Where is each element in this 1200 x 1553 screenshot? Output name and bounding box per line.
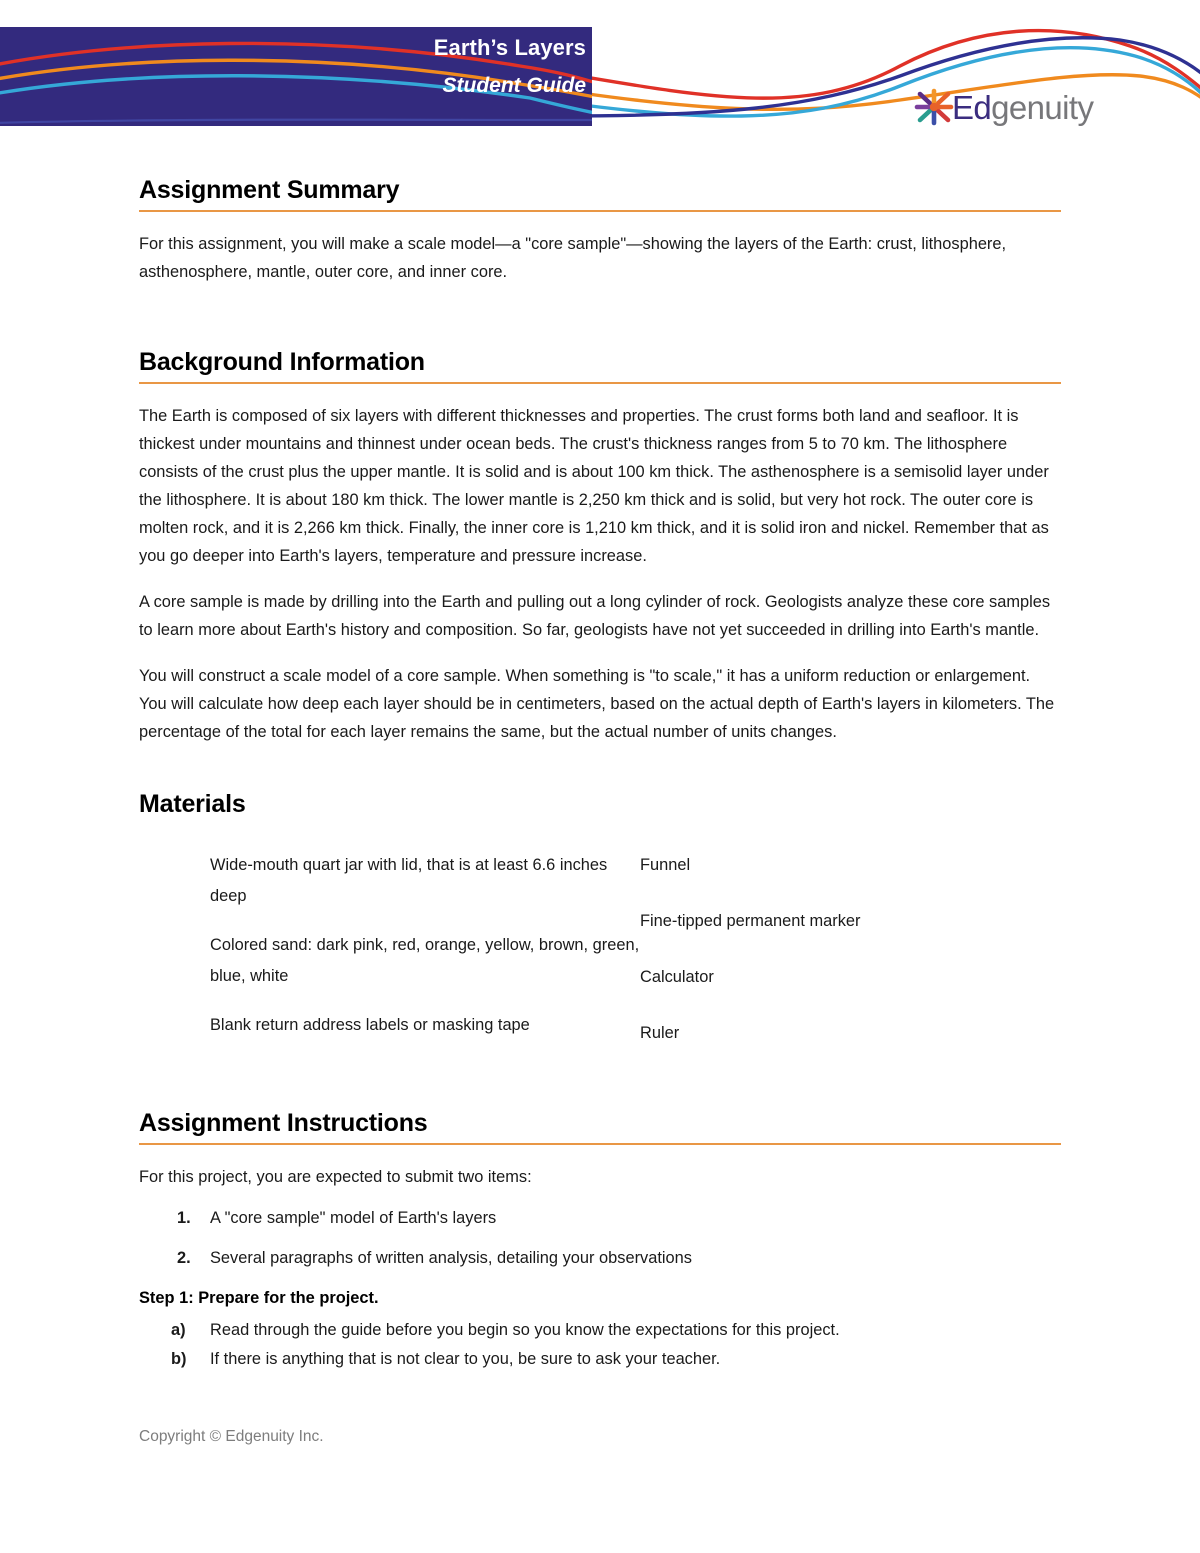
- logo-word-ed: Ed: [952, 88, 992, 126]
- list-item: [139, 1345, 1061, 1374]
- background-paragraph-3: You will construct a scale model of a core sample. When something is "to scale," it has a uniform reduction or enlargement. You will calculate how deep each layer should be in centimeters, based on the actual depth of Earth's layers in kilometers. The percentage of the total for each layer remains the same, but the actual number of units changes.: [139, 667, 1055, 741]
- materials-list: [139, 850, 1061, 1074]
- list-marker: b): [171, 1350, 187, 1368]
- footer-copyright: Copyright © Edgenuity Inc.: [139, 1428, 324, 1445]
- material-item: Fine-tipped permanent marker: [640, 912, 861, 930]
- submit-items-list: [139, 1205, 1061, 1271]
- title-text-group: [434, 37, 586, 96]
- heading-assignment-instructions: Assignment Instructions: [139, 1109, 1061, 1145]
- material-item: Funnel: [640, 856, 691, 874]
- background-paragraph-2: A core sample is made by drilling into the Earth and pulling out a long cylinder of rock. Geologists analyze these core samples to learn more about Earth's history and composition. So far, geologists have not yet succeeded in drilling into Earth's mantle.: [139, 593, 1051, 639]
- material-item: Blank return address labels or masking tape: [210, 1016, 530, 1034]
- list-item-text: If there is anything that is not clear to you, be sure to ask your teacher.: [210, 1350, 721, 1368]
- material-item: Colored sand: dark pink, red, orange, yellow, brown, green, blue, white: [210, 936, 640, 985]
- material-item: Ruler: [640, 1024, 680, 1042]
- title-banner: [0, 27, 592, 126]
- list-marker: 1.: [177, 1209, 191, 1227]
- document-title: Earth’s Layers: [433, 35, 586, 60]
- step-1-substeps: [139, 1316, 1061, 1374]
- materials-column-left: [210, 850, 640, 1074]
- edgenuity-logo: [914, 86, 1109, 128]
- instructions-intro: For this project, you are expected to submit two items:: [139, 1168, 532, 1186]
- heading-materials: Materials: [139, 790, 246, 818]
- material-item: Calculator: [640, 968, 714, 986]
- document-subtitle: Student Guide: [442, 74, 586, 97]
- edgenuity-star-mark: [914, 87, 954, 127]
- heading-background-information: Background Information: [139, 348, 1061, 384]
- assignment-summary-paragraph: For this assignment, you will make a scale model—a "core sample"—showing the layers of the Earth: crust, lithosphere, asthenosphere, mantle, outer core, and inner core.: [139, 235, 1007, 281]
- list-item-text: Several paragraphs of written analysis, detailing your observations: [210, 1249, 692, 1267]
- edgenuity-wordmark: [952, 88, 1094, 126]
- background-paragraph-1: The Earth is composed of six layers with different thicknesses and properties. The crust forms both land and seafloor. It is thickest under mountains and thinnest under ocean beds. The crust's thickness ranges from 5 to 70 km. The lithosphere consists of the crust plus the upper mantle. It is solid and is about 100 km thick. The asthenosphere is a semisolid layer under the lithosphere. It is about 180 km thick. The lower mantle is 2,250 km thick and is solid, but very hot rock. The outer core is molten rock, and it is 2,266 km thick. Finally, the inner core is 1,210 km thick, and it is solid iron and nickel. Remember that as you go deeper into Earth's layers, temperature and pressure increase.: [139, 407, 1049, 565]
- list-item-text: Read through the guide before you begin so you know the expectations for this project.: [210, 1321, 840, 1339]
- material-item: Wide-mouth quart jar with lid, that is at least 6.6 inches deep: [210, 856, 608, 905]
- step-1-heading: Step 1: Prepare for the project.: [139, 1289, 379, 1307]
- list-item: [139, 1316, 1061, 1345]
- list-item: [139, 1245, 1061, 1271]
- logo-word-genuity: genuity: [991, 88, 1094, 126]
- list-marker: a): [171, 1321, 186, 1339]
- heading-assignment-summary: Assignment Summary: [139, 176, 1061, 212]
- materials-column-right: [640, 850, 1020, 1074]
- list-item-text: A "core sample" model of Earth's layers: [210, 1209, 497, 1227]
- document-body: [139, 176, 1061, 1374]
- list-item: [139, 1205, 1061, 1231]
- list-marker: 2.: [177, 1249, 191, 1267]
- document-header: [0, 0, 1200, 145]
